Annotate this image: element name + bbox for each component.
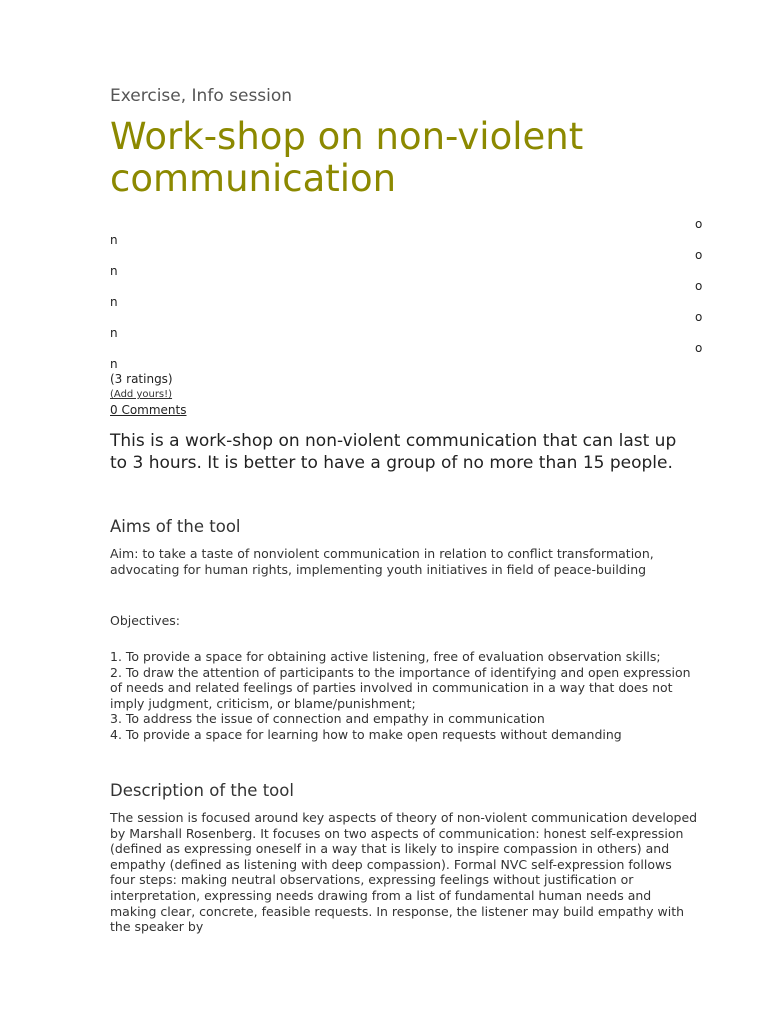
- add-rating-link[interactable]: (Add yours!): [110, 389, 173, 400]
- aims-heading: Aims of the tool: [110, 517, 241, 536]
- objective-item: 2. To draw the attention of participants to the importance of identifying and open expression of needs and related feelings of parties involved in communication in a way that does not imply judgment, criticism, or blame/punishment;: [110, 664, 691, 711]
- rating-bullet-4[interactable]: o: [695, 310, 703, 324]
- description-text: The session is focused around key aspects of theory of non-violent communication developed by Marshall Rosenberg. It focuses on two aspects of communication: honest self-expression (defined as expressing oneself in a way that is likely to inspire compassion in others) and empathy (defined as listening with deep compassion). Formal NVC self-expression follows four steps: making neutral observations, expressing feelings without justification or interpretation, expressing needs drawing from a list of fundamental human needs and making clear, concrete, feasible requests. In response, the listener may build empathy with the speaker by: [110, 810, 698, 935]
- objective-item: 1. To provide a space for obtaining active listening, free of evaluation observation skills;: [110, 649, 661, 664]
- comments-link[interactable]: 0 Comments: [110, 403, 187, 417]
- objective-item: 4. To provide a space for learning how to make open requests without demanding: [110, 726, 622, 742]
- objectives-list: [110, 649, 700, 743]
- rating-star-4[interactable]: n: [110, 326, 118, 340]
- rating-bullet-3[interactable]: o: [695, 279, 703, 293]
- rating-stars: [110, 232, 118, 372]
- aim-text: Aim: to take a taste of nonviolent communication in relation to conflict transformation, advocating for human rights, implementing youth initiatives in field of peace-building: [110, 546, 654, 577]
- intro-text: This is a work-shop on non-violent communication that can last up to 3 hours. It is better to have a group of no more than 15 people.: [110, 431, 677, 473]
- ratings-count: (3 ratings): [110, 372, 173, 386]
- rating-bullet-1[interactable]: o: [695, 217, 703, 231]
- rating-star-5[interactable]: n: [110, 357, 118, 371]
- rating-bullet-5[interactable]: o: [695, 341, 703, 355]
- rating-star-1[interactable]: n: [110, 233, 118, 247]
- rating-bullets: [695, 216, 702, 371]
- objectives-label: Objectives:: [110, 613, 180, 628]
- rating-bullet-2[interactable]: o: [695, 248, 703, 262]
- category-label: Exercise, Info session: [110, 86, 293, 106]
- objective-item: 3. To address the issue of connection and empathy in communication: [110, 711, 545, 727]
- description-heading: Description of the tool: [110, 781, 294, 800]
- rating-star-3[interactable]: n: [110, 295, 118, 309]
- rating-star-2[interactable]: n: [110, 264, 118, 278]
- page-title: Work-shop on non-violent communication: [110, 115, 584, 200]
